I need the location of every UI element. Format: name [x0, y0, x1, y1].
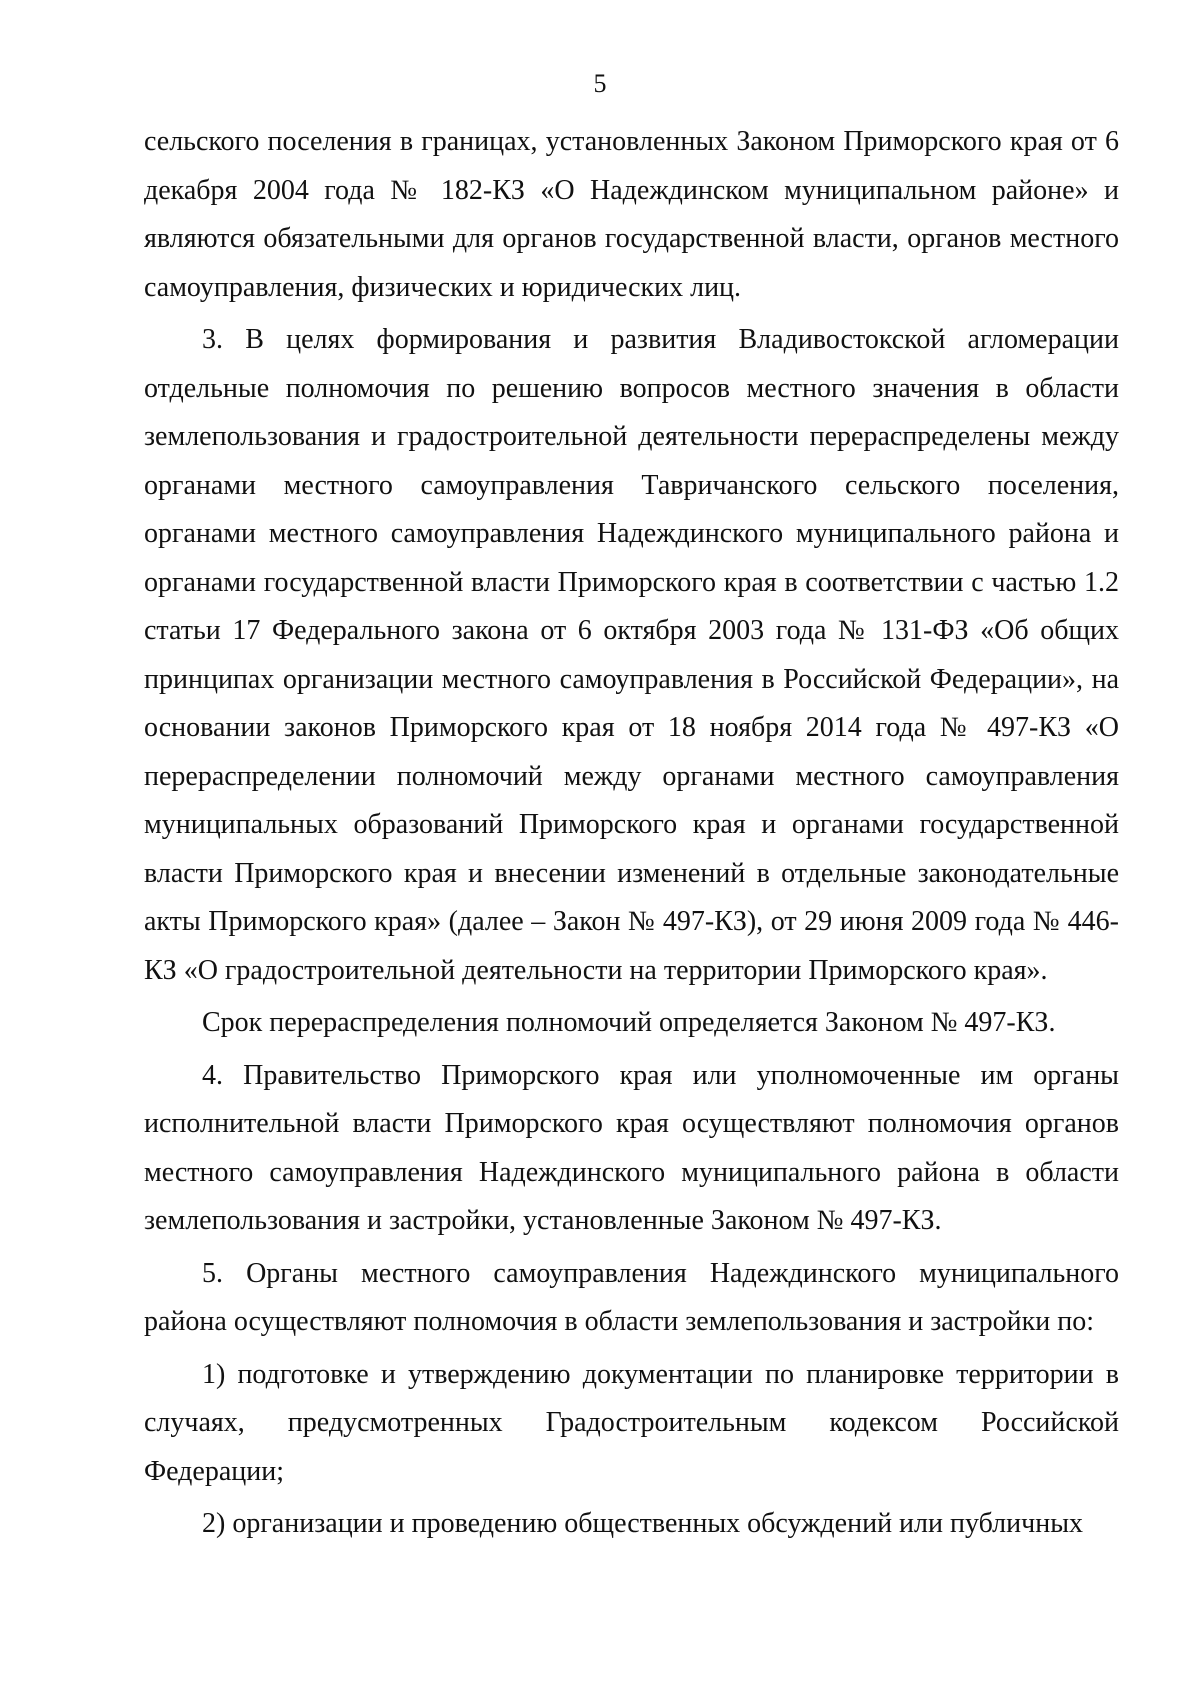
paragraph-item-4: 4. Правительство Приморского края или уполномоченные им органы исполнительной власти Приморского края осуществляют полномочия органов местного самоуправления Надеждинского муниципального района в области землепользования и застройки, установленные Законом № 497-КЗ.	[144, 1059, 1119, 1236]
paragraph-continuation: сельского поселения в границах, установленных Законом Приморского края от 6 декабря 2004 года № 182-КЗ «О Надеждинском муниципальном районе» и являются обязательными для органов государственной власти, органов местного самоуправления, физических и юридических лиц.	[144, 126, 1119, 303]
list-item-2: 2) организации и проведению общественных обсуждений или публичных	[202, 1508, 1084, 1539]
page-number: 5	[593, 69, 607, 98]
paragraph-redistribution-term: Срок перераспределения полномочий определяется Законом № 497-КЗ.	[202, 1007, 1056, 1038]
list-item-1: 1) подготовке и утверждению документации по планировке территории в случаях, предусмотренных Градостроительным кодексом Российской Федерации;	[144, 1358, 1119, 1487]
paragraph-item-5: 5. Органы местного самоуправления Надеждинского муниципального района осуществляют полномочия в области землепользования и застройки по:	[144, 1257, 1119, 1337]
document-body	[144, 118, 1119, 1553]
paragraph-item-3: 3. В целях формирования и развития Владивостокской агломерации отдельные полномочия по решению вопросов местного значения в области землепользования и градостроительной деятельности перераспределены между органами местного самоуправления Тавричанского сельского поселения, органами местного самоуправления Надеждинского муниципального района и органами государственной власти Приморского края в соответствии с частью 1.2 статьи 17 Федерального закона от 6 октября 2003 года № 131-ФЗ «Об общих принципах организации местного самоуправления в Российской Федерации», на основании законов Приморского края от 18 ноября 2014 года № 497-КЗ «О перераспределении полномочий между органами местного самоуправления муниципальных образований Приморского края и органами государственной власти Приморского края и внесении изменений в отдельные законодательные акты Приморского края» (далее – Закон № 497-КЗ), от 29 июня 2009 года № 446-КЗ «О градостроительной деятельности на территории Приморского края».	[144, 324, 1119, 986]
